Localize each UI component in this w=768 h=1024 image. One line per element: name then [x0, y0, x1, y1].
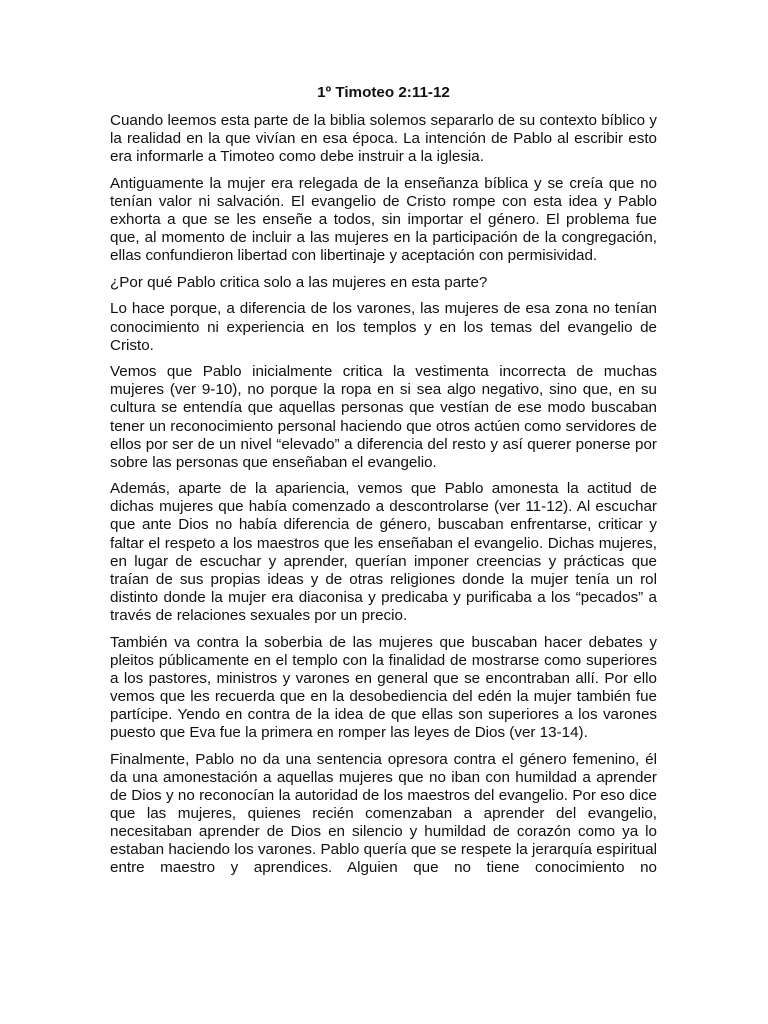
paragraph-pride: También va contra la soberbia de las mujeres que buscaban hacer debates y pleitos públicamente en el templo con la finalidad de mostrarse como superiores a los pastores, ministros y varones en general que se encontraban allí. Por ello vemos que les recuerda que en la desobediencia del edén la mujer también fue partícipe. Yendo en contra de la idea de que ellas son superiores a los varones puesto que Eva fue la primera en romper las leyes de Dios (ver 13-14). [110, 633, 657, 741]
paragraph-attitude: Además, aparte de la apariencia, vemos que Pablo amonesta la actitud de dichas mujeres que había comenzado a descontrolarse (ver 11-12). Al escuchar que ante Dios no había diferencia de género, buscaban enfrentarse, criticar y faltar el respeto a los maestros que les enseñaban el evangelio. Dichas mujeres, en lugar de escuchar y aprender, querían imponer creencias y prácticas que traían de sus propias ideas y de otras religiones donde la mujer tenía un rol distinto donde la mujer era diaconisa y predicaba y purificaba a los “pecados” a través de relaciones sexuales por un precio. [110, 480, 657, 624]
paragraph-clothing: Vemos que Pablo inicialmente critica la vestimenta incorrecta de muchas mujeres (ver 9-10), no porque la ropa en si sea algo negativo, sino que, en su cultura se entendía que aquellas personas que vestían de ese modo buscaban tener un reconocimiento personal haciendo que otros actúen como servidores de ellos por ser de un nivel “elevado” a diferencia del resto y así querer ponerse por sobre las personas que enseñaban el evangelio. [110, 363, 657, 471]
paragraph-context: Cuando leemos esta parte de la biblia solemos separarlo de su contexto bíblico y la realidad en la que vivían en esa época. La intención de Pablo al escribir esto era informarle a Timoteo como debe instruir a la iglesia. [110, 112, 657, 166]
paragraph-conclusion: Finalmente, Pablo no da una sentencia opresora contra el género femenino, él da una amonestación a aquellas mujeres que no iban con humildad a aprender de Dios y no reconocían la autoridad de los maestros del evangelio. Por eso dice que las mujeres, quienes recién comenzaban a aprender del evangelio, necesitaban aprender de Dios en silencio y humildad de corazón como ya lo estaban haciendo los varones. Pablo quería que se respete la jerarquía espiritual entre maestro y aprendices. Alguien que no tiene conocimiento no [110, 750, 657, 877]
document-page [110, 84, 657, 886]
paragraph-question: ¿Por qué Pablo critica solo a las mujeres en esta parte? [110, 273, 488, 291]
paragraph-history: Antiguamente la mujer era relegada de la enseñanza bíblica y se creía que no tenían valor ni salvación. El evangelio de Cristo rompe con esta idea y Pablo exhorta a que se les enseñe a todos, sin importar el género. El problema fue que, al momento de incluir a las mujeres en la participación de la congregación, ellas confundieron libertad con libertinaje y aceptación con permisividad. [110, 174, 657, 265]
document-title: 1º Timoteo 2:11-12 [317, 84, 450, 101]
paragraph-answer: Lo hace porque, a diferencia de los varones, las mujeres de esa zona no tenían conocimiento ni experiencia en los templos y en los temas del evangelio de Cristo. [110, 300, 657, 354]
